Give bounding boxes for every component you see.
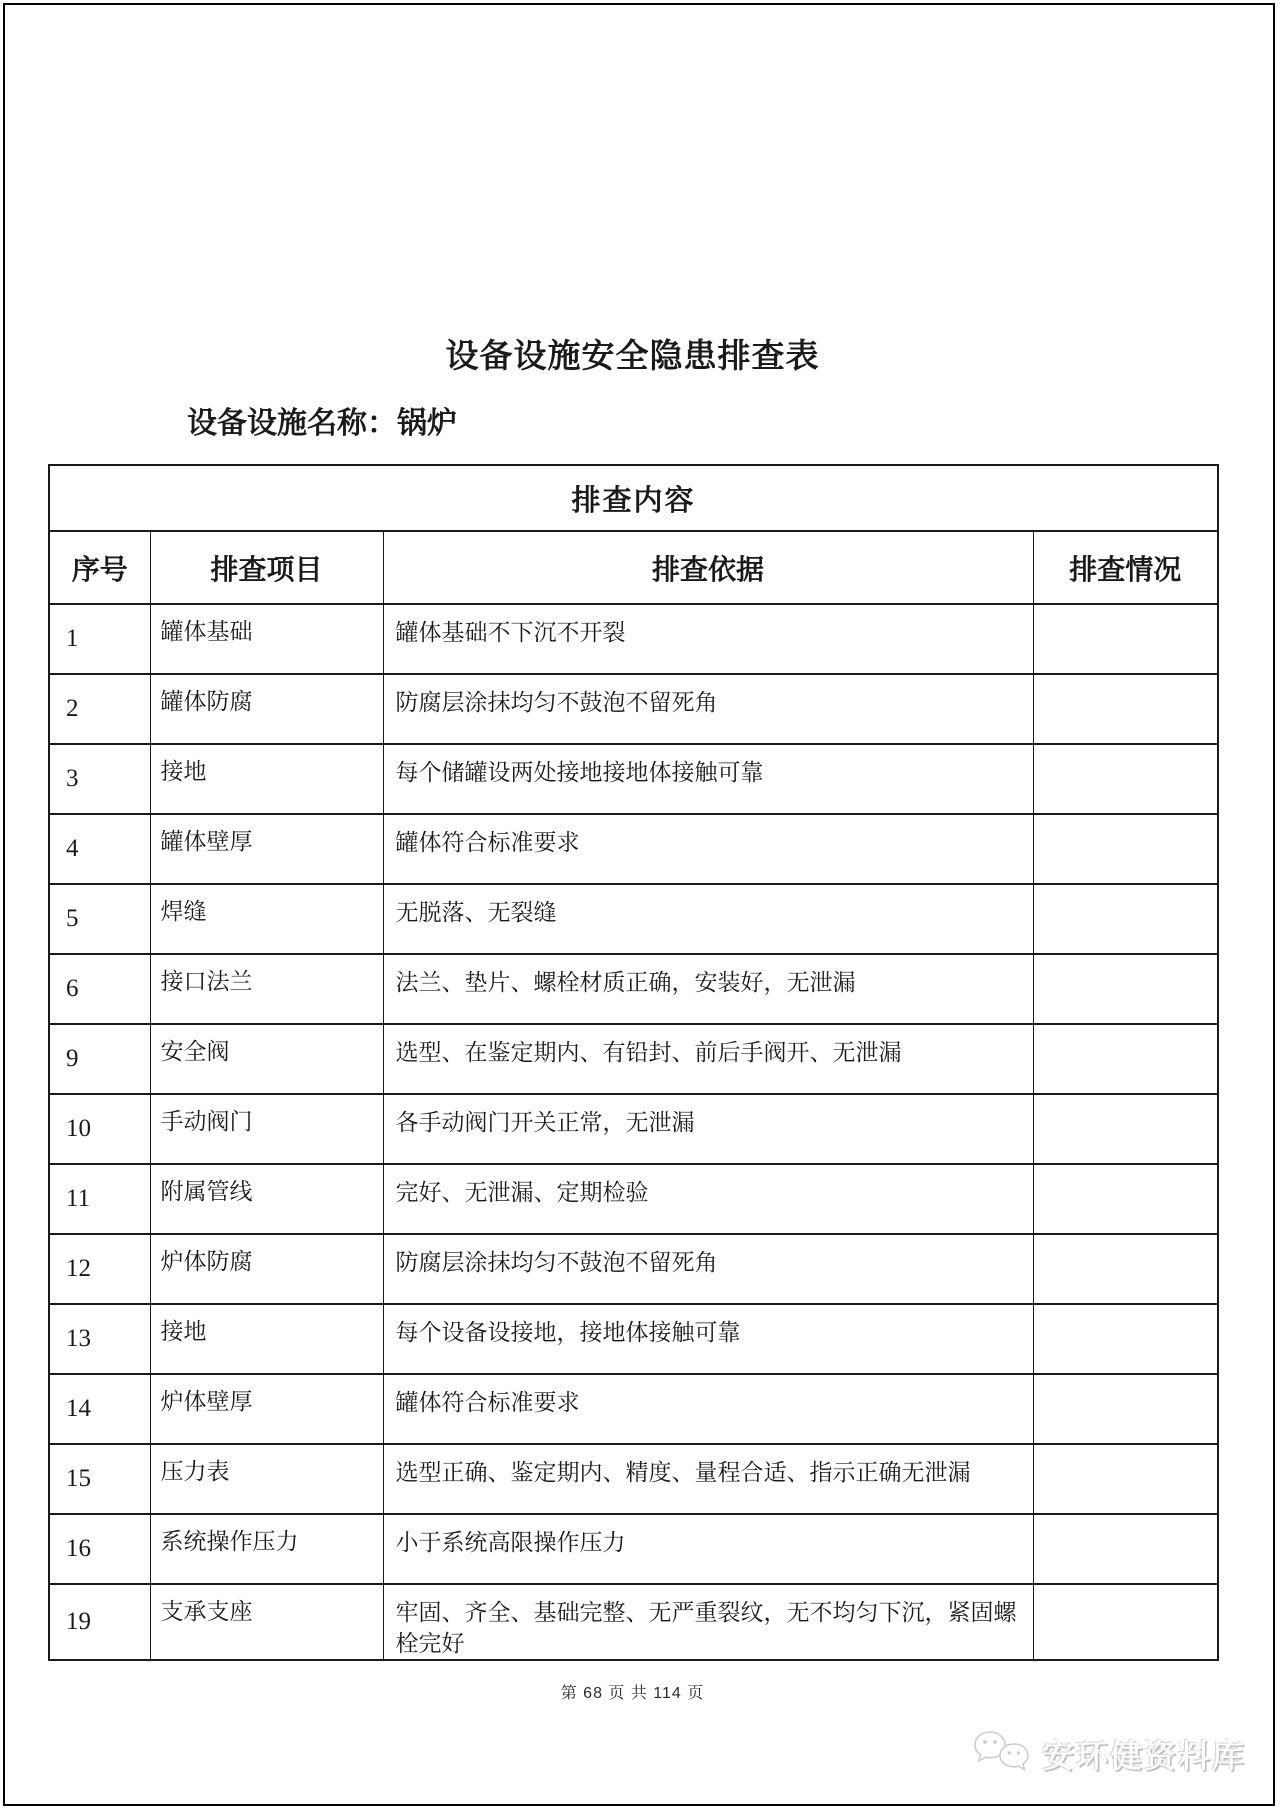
table-body [49,604,1218,1660]
table-row [49,1444,1218,1514]
row-item-cell: 附属管线 [150,1164,383,1234]
watermark [972,1726,1246,1781]
row-item-cell: 安全阀 [150,1024,383,1094]
row-status-cell [1033,1094,1218,1164]
row-number-cell: 3 [49,744,150,814]
row-status-cell [1033,744,1218,814]
row-basis-cell: 小于系统高限操作压力 [383,1514,1033,1584]
row-item-cell: 罐体防腐 [150,674,383,744]
table-title: 排查内容 [49,465,1218,531]
row-basis-cell: 牢固、齐全、基础完整、无严重裂纹，无不均匀下沉，紧固螺栓完好 [383,1584,1033,1660]
watermark-text: 安环健资料库 [1042,1737,1247,1774]
row-status-cell [1033,814,1218,884]
row-item-cell: 接地 [150,744,383,814]
row-number-cell: 14 [49,1374,150,1444]
table-row [49,744,1218,814]
table-header [49,465,1218,604]
row-basis-cell: 防腐层涂抹均匀不鼓泡不留死角 [383,674,1033,744]
row-number-cell: 11 [49,1164,150,1234]
table-row [49,884,1218,954]
table-row [49,1514,1218,1584]
row-status-cell [1033,1164,1218,1234]
col-header-no: 序号 [49,531,150,604]
row-number-cell: 5 [49,884,150,954]
row-item-cell: 支承支座 [150,1584,383,1660]
row-basis-cell: 每个设备设接地，接地体接触可靠 [383,1304,1033,1374]
row-number-cell: 1 [49,604,150,674]
chat-bubbles-icon [972,1726,1034,1781]
table-row [49,1234,1218,1304]
row-basis-cell: 法兰、垫片、螺栓材质正确，安装好，无泄漏 [383,954,1033,1024]
row-status-cell [1033,1514,1218,1584]
row-basis-cell: 各手动阀门开关正常，无泄漏 [383,1094,1033,1164]
row-item-cell: 手动阀门 [150,1094,383,1164]
row-status-cell [1033,1584,1218,1660]
equipment-name-line: 设备设施名称：锅炉 [187,407,457,440]
inspection-table [48,464,1219,1661]
row-status-cell [1033,954,1218,1024]
row-item-cell: 炉体壁厚 [150,1374,383,1444]
row-number-cell: 10 [49,1094,150,1164]
table-row [49,1584,1218,1660]
row-status-cell [1033,1444,1218,1514]
col-header-basis: 排查依据 [383,531,1033,604]
row-status-cell [1033,1024,1218,1094]
row-number-cell: 15 [49,1444,150,1514]
page-number: 第 68 页 共 114 页 [560,1685,705,1702]
row-status-cell [1033,1374,1218,1444]
row-basis-cell: 罐体符合标准要求 [383,814,1033,884]
row-basis-cell: 选型正确、鉴定期内、精度、量程合适、指示正确无泄漏 [383,1444,1033,1514]
row-status-cell [1033,884,1218,954]
row-item-cell: 炉体防腐 [150,1234,383,1304]
column-header-row [49,531,1218,604]
row-status-cell [1033,604,1218,674]
row-item-cell: 系统操作压力 [150,1514,383,1584]
row-number-cell: 9 [49,1024,150,1094]
table-row [49,1094,1218,1164]
row-status-cell [1033,1234,1218,1304]
table-row [49,814,1218,884]
row-number-cell: 13 [49,1304,150,1374]
row-number-cell: 16 [49,1514,150,1584]
table-row [49,604,1218,674]
row-basis-cell: 每个储罐设两处接地接地体接触可靠 [383,744,1033,814]
row-item-cell: 接口法兰 [150,954,383,1024]
document-title: 设备设施安全隐患排查表 [445,339,820,375]
row-item-cell: 罐体壁厚 [150,814,383,884]
row-item-cell: 焊缝 [150,884,383,954]
table-row [49,1304,1218,1374]
row-basis-cell: 罐体符合标准要求 [383,1374,1033,1444]
row-item-cell: 接地 [150,1304,383,1374]
row-item-cell: 压力表 [150,1444,383,1514]
table-row [49,1164,1218,1234]
table-title-row [49,465,1218,531]
row-status-cell [1033,674,1218,744]
row-number-cell: 19 [49,1584,150,1660]
row-number-cell: 4 [49,814,150,884]
table-row [49,954,1218,1024]
col-header-item: 排查项目 [150,531,383,604]
row-item-cell: 罐体基础 [150,604,383,674]
row-status-cell [1033,1304,1218,1374]
row-basis-cell: 无脱落、无裂缝 [383,884,1033,954]
row-basis-cell: 罐体基础不下沉不开裂 [383,604,1033,674]
table-row [49,1374,1218,1444]
col-header-status: 排查情况 [1033,531,1218,604]
row-basis-cell: 选型、在鉴定期内、有铅封、前后手阀开、无泄漏 [383,1024,1033,1094]
table-row [49,1024,1218,1094]
row-basis-cell: 防腐层涂抹均匀不鼓泡不留死角 [383,1234,1033,1304]
table-row [49,674,1218,744]
row-number-cell: 2 [49,674,150,744]
row-number-cell: 6 [49,954,150,1024]
row-basis-cell: 完好、无泄漏、定期检验 [383,1164,1033,1234]
row-number-cell: 12 [49,1234,150,1304]
